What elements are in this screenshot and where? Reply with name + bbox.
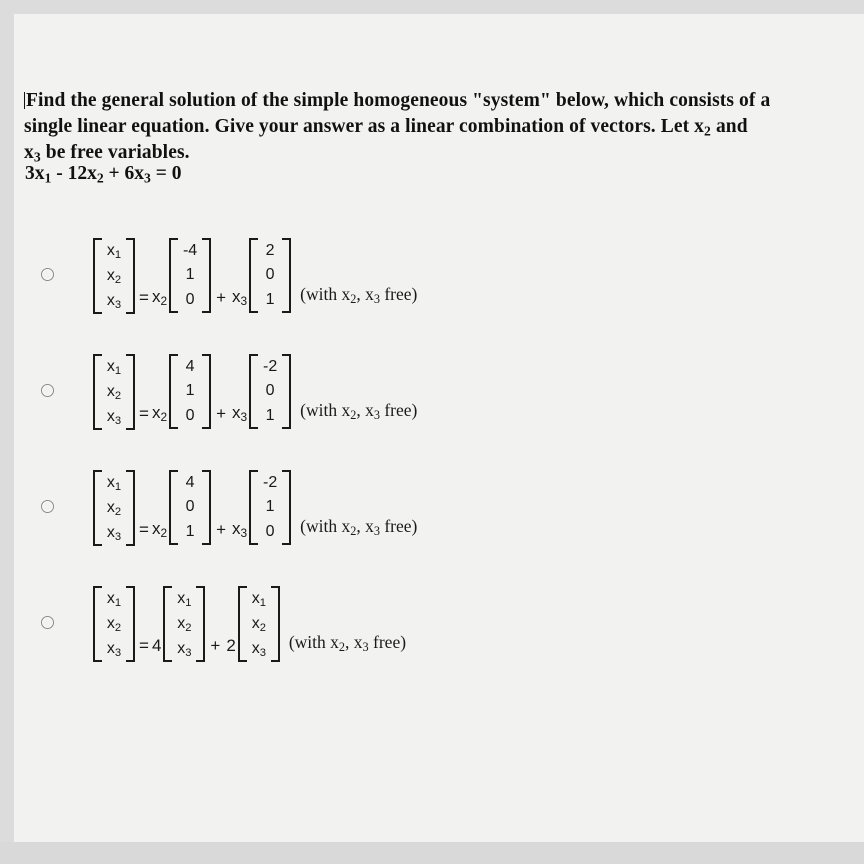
matrix-cell: $x_3$ bbox=[251, 639, 266, 659]
matrix-cell: 1 bbox=[185, 382, 195, 400]
option-b-note: (with $x_2$, $x_3$ free) bbox=[300, 400, 418, 423]
system-equation: $3x_1 - 12x_2 + 6x_3 = 0$ bbox=[25, 163, 182, 186]
equals-sign: = bbox=[139, 404, 149, 424]
option-c-coefficient-2: $x_3$ bbox=[232, 519, 248, 541]
option-a-answer bbox=[92, 238, 417, 314]
matrix-cell: $x_2$ bbox=[177, 614, 192, 634]
plus-sign: + bbox=[210, 636, 221, 656]
matrix-cell: 1 bbox=[185, 522, 195, 540]
matrix-cell: 0 bbox=[185, 290, 195, 308]
radio-option-d[interactable] bbox=[41, 616, 54, 629]
matrix-cell: $x_2$ bbox=[106, 614, 122, 634]
option-d-vector-2 bbox=[238, 586, 280, 662]
matrix-cell: $x_2$ bbox=[251, 614, 266, 634]
option-d-vector-1 bbox=[163, 586, 205, 662]
option-a-coefficient-2: $x_3$ bbox=[232, 287, 248, 309]
question-prompt bbox=[24, 88, 854, 167]
matrix-cell: $x_1$ bbox=[106, 242, 122, 261]
option-a-lhs-matrix bbox=[93, 238, 135, 314]
matrix-cell: $x_3$ bbox=[106, 407, 122, 427]
matrix-cell: 0 bbox=[265, 266, 275, 284]
plus-sign: + bbox=[216, 520, 226, 540]
option-d-coefficient-1: 4 bbox=[151, 636, 162, 656]
option-c-vector-1 bbox=[169, 470, 211, 545]
answer-options bbox=[0, 232, 864, 696]
option-b-answer bbox=[92, 354, 417, 430]
matrix-cell: $x_1$ bbox=[106, 474, 122, 493]
matrix-cell: -4 bbox=[182, 242, 198, 259]
matrix-cell: $x_3$ bbox=[106, 523, 122, 543]
matrix-cell: 0 bbox=[185, 498, 195, 516]
matrix-cell: $x_2$ bbox=[106, 498, 122, 518]
matrix-cell: $x_1$ bbox=[251, 590, 266, 609]
option-b-coefficient-2: $x_3$ bbox=[232, 403, 248, 425]
matrix-cell: $x_3$ bbox=[177, 639, 192, 659]
option-a-vector-2 bbox=[249, 238, 291, 313]
question-line-3: $x_3$ be free variables. bbox=[24, 142, 190, 165]
option-c-coefficient-1: $x_2$ bbox=[151, 519, 168, 541]
matrix-cell: -2 bbox=[263, 474, 278, 491]
matrix-cell: $x_2$ bbox=[106, 266, 122, 286]
option-b-vector-1 bbox=[169, 354, 211, 429]
matrix-cell: 2 bbox=[265, 242, 275, 259]
option-c-vector-2 bbox=[249, 470, 291, 545]
matrix-cell: $x_1$ bbox=[177, 590, 192, 609]
matrix-cell: $x_1$ bbox=[106, 590, 122, 609]
option-b-coefficient-1: $x_2$ bbox=[151, 403, 168, 425]
equals-sign: = bbox=[139, 288, 149, 308]
option-d-note: (with $x_2$, $x_3$ free) bbox=[288, 632, 407, 655]
matrix-cell: $x_3$ bbox=[106, 291, 122, 311]
option-b-row[interactable] bbox=[0, 348, 864, 464]
matrix-cell: 0 bbox=[265, 522, 275, 540]
option-c-answer bbox=[92, 470, 417, 546]
matrix-cell: 4 bbox=[185, 358, 195, 375]
plus-sign: + bbox=[216, 288, 226, 308]
option-c-lhs-matrix bbox=[93, 470, 135, 546]
matrix-cell: 4 bbox=[185, 474, 195, 491]
option-d-row[interactable] bbox=[0, 580, 864, 696]
option-d-lhs-matrix bbox=[93, 586, 135, 662]
matrix-cell: 1 bbox=[265, 406, 275, 424]
matrix-cell: $x_3$ bbox=[106, 639, 122, 659]
option-a-note: (with $x_2$, $x_3$ free) bbox=[300, 284, 418, 307]
radio-option-c[interactable] bbox=[41, 500, 54, 513]
matrix-cell: 0 bbox=[185, 406, 195, 424]
plus-sign: + bbox=[216, 404, 226, 424]
question-line-1: Find the general solution of the simple homogeneous "system" below, which consists of a bbox=[26, 90, 771, 111]
option-d-coefficient-2: 2 bbox=[226, 636, 236, 656]
equals-sign: = bbox=[139, 636, 149, 656]
option-a-row[interactable] bbox=[0, 232, 864, 348]
matrix-cell: 1 bbox=[265, 290, 275, 308]
equals-sign: = bbox=[139, 520, 149, 540]
option-b-vector-2 bbox=[249, 354, 291, 429]
matrix-cell: $x_2$ bbox=[106, 382, 122, 402]
option-b-lhs-matrix bbox=[93, 354, 135, 430]
text-cursor bbox=[24, 92, 25, 109]
option-a-coefficient-1: $x_2$ bbox=[151, 287, 168, 309]
matrix-cell: 0 bbox=[265, 382, 275, 400]
option-c-note: (with $x_2$, $x_3$ free) bbox=[300, 516, 418, 539]
option-c-row[interactable] bbox=[0, 464, 864, 580]
radio-option-a[interactable] bbox=[41, 268, 54, 281]
question-line-2: single linear equation. Give your answer as a linear combination of vectors. Let $x_2$ and bbox=[24, 115, 748, 139]
matrix-cell: 1 bbox=[265, 498, 275, 516]
radio-option-b[interactable] bbox=[41, 384, 54, 397]
option-d-answer bbox=[92, 586, 406, 662]
matrix-cell: 1 bbox=[185, 266, 195, 284]
matrix-cell: -2 bbox=[263, 358, 278, 375]
matrix-cell: $x_1$ bbox=[106, 358, 122, 377]
option-a-vector-1 bbox=[169, 238, 211, 313]
